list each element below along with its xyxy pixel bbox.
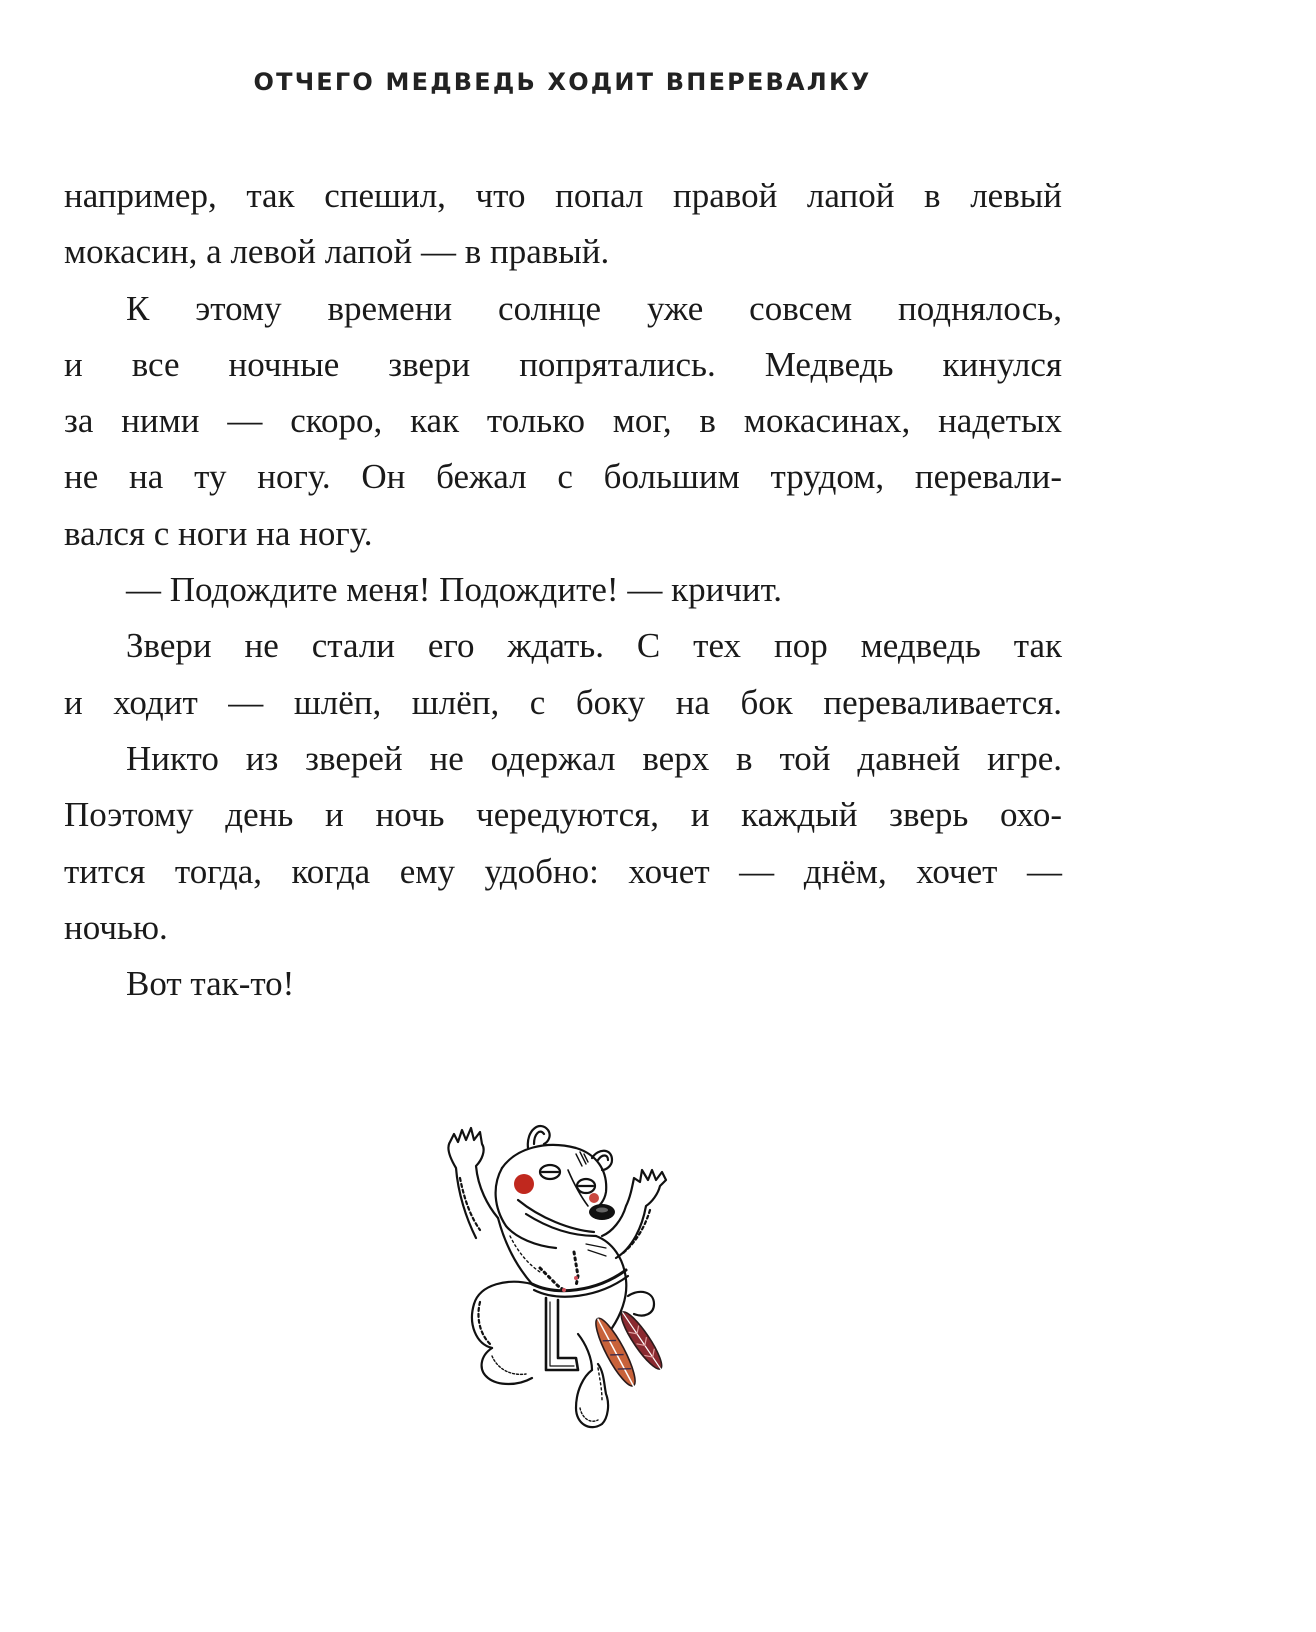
text-line: Вот так-то! bbox=[126, 964, 295, 1004]
bear-illustration bbox=[436, 1108, 680, 1453]
text-line: и все ночные звери попрятались. Медведь кинулся bbox=[64, 344, 1062, 384]
running-head-title: ОТЧЕГО МЕДВЕДЬ ХОДИТ ВПЕРЕВАЛКУ bbox=[253, 68, 872, 96]
text-line: Никто из зверей не одержал верх в той давней игре. bbox=[126, 738, 1062, 778]
story-text bbox=[64, 168, 1062, 1012]
text-line: ночью. bbox=[64, 907, 168, 947]
text-line: тится тогда, когда ему удобно: хочет — днём, хочет — bbox=[64, 851, 1062, 891]
text-line: — Подождите меня! Подождите! — кричит. bbox=[126, 570, 783, 610]
text-line: Поэтому день и ночь чередуются, и каждый зверь охо- bbox=[64, 795, 1062, 835]
dancing-bear-icon bbox=[436, 1108, 680, 1453]
text-line: мокасин, а левой лапой — в правый. bbox=[64, 232, 610, 272]
text-line: например, так спешил, что попал правой лапой в левый bbox=[64, 176, 1062, 215]
text-line: Звери не стали его ждать. С тех пор медведь так bbox=[126, 626, 1062, 666]
text-line: К этому времени солнце уже совсем поднялось, bbox=[126, 288, 1062, 328]
text-line: не на ту ногу. Он бежал с большим трудом, перевали- bbox=[64, 457, 1062, 497]
text-line: и ходит — шлёп, шлёп, с боку на бок переваливается. bbox=[64, 682, 1062, 722]
text-line: вался с ноги на ногу. bbox=[64, 513, 373, 553]
text-line: за ними — скоро, как только мог, в мокасинах, надетых bbox=[64, 401, 1062, 441]
